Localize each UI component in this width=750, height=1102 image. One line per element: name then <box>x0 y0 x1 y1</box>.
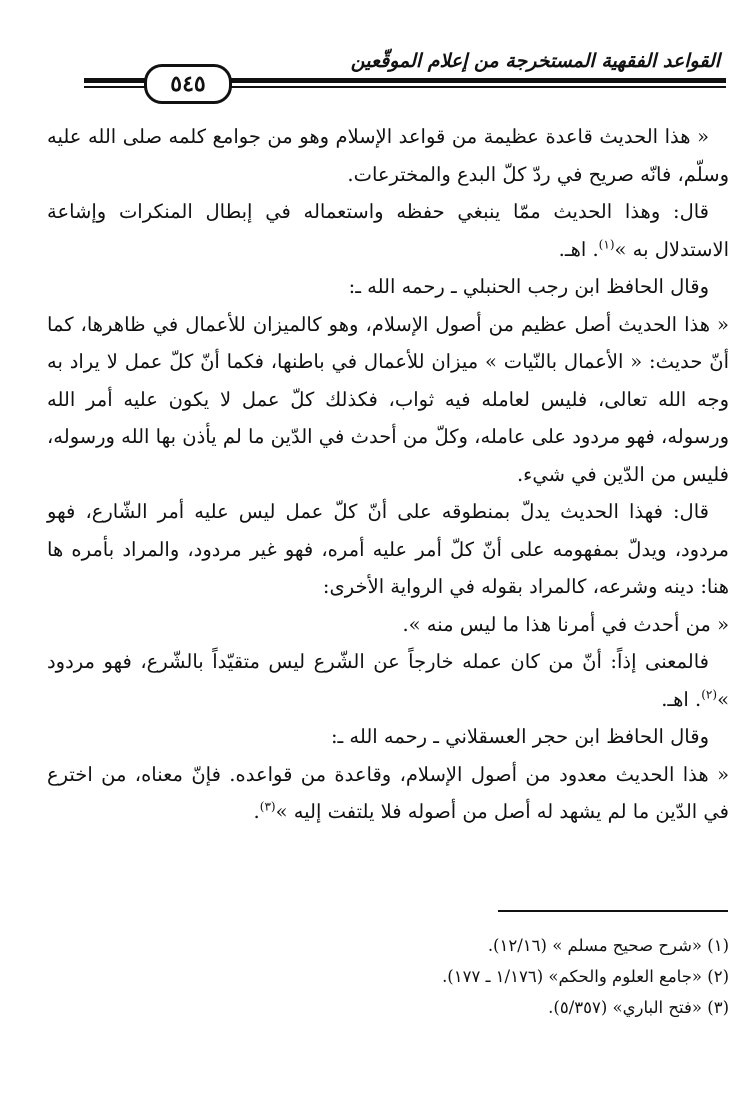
main-text <box>47 118 729 831</box>
footnote-ref-1: (١) <box>598 237 615 251</box>
paragraph-7-end: . اهـ. <box>661 687 702 711</box>
paragraph-4: « هذا الحديث أصل عظيم من أصول الإسلام، وهو كالميزان للأعمال في ظاهرها، كما أنّ حديث: « الأعمال بالنّيات » ميزان للأعمال في باطنها، فكما أنّ كلّ عمل لا يراد به وجه الله تعالى، فليس لعامله فيه ثواب، فكذلك كلّ عمل لا يكون عليه أمر الله ورسوله، فهو مردود على عامله، وكلّ من أحدث في الدّين ما لم يأذن بها الله ورسوله، فليس من الدّين في شيء. <box>47 312 729 486</box>
paragraph-7-text: فالمعنى إذاً: أنّ من كان عمله خارجاً عن الشّرع ليس متقيّداً بالشّرع، فهو مردود » <box>47 650 729 711</box>
footnote-ref-3: (٣) <box>259 799 276 814</box>
page-number: ٥٤٥ <box>144 64 232 104</box>
paragraph-3: وقال الحافظ ابن رجب الحنبلي ـ رحمه الله ـ: <box>348 275 709 298</box>
paragraph-2-text: قال: وهذا الحديث ممّا ينبغي حفظه واستعماله في إبطال المنكرات وإشاعة الاستدلال به » <box>47 200 729 261</box>
paragraph-2-end: . اهـ. <box>558 237 599 261</box>
paragraph-6: « من أحدث في أمرنا هذا ما ليس منه ». <box>402 612 729 636</box>
footnote-separator <box>498 910 728 912</box>
footnote-2: (٢) «جامع العلوم والحكم» (١/١٧٦ ـ ١٧٧). <box>442 967 729 986</box>
paragraph-9 <box>47 756 729 831</box>
paragraph-2 <box>47 193 729 268</box>
paragraph-5: قال: فهذا الحديث يدلّ بمنطوقه على أنّ كلّ عمل ليس عليه أمر الشّارع، فهو مردود، ويدلّ بمفهومه على أنّ كلّ أمر عليه أمره، فهو غير مردود، والمراد بأمره ها هنا: دينه وشرعه، كالمراد بقوله في الرواية الأخرى: <box>47 500 729 598</box>
paragraph-9-end: . <box>253 800 260 823</box>
footnotes <box>47 930 729 1023</box>
footnote-ref-2: (٢) <box>701 687 718 701</box>
paragraph-7 <box>47 643 729 718</box>
paragraph-8: وقال الحافظ ابن حجر العسقلاني ـ رحمه الله ـ: <box>330 725 709 748</box>
page-header <box>84 40 726 110</box>
running-title: القواعد الفقهية المستخرجة من إعلام الموقّعين <box>350 50 720 72</box>
footnote-1: (١) «شرح صحيح مسلم » (١٢/١٦). <box>487 936 729 955</box>
paragraph-1: « هذا الحديث قاعدة عظيمة من قواعد الإسلام وهو من جوامع كلمه صلى الله عليه وسلّم، فانّه صريح في ردّ كلّ البدع والمخترعات. <box>47 125 729 186</box>
footnote-3: (٣) «فتح الباري» (٥/٣٥٧). <box>548 998 729 1017</box>
paragraph-9-text: « هذا الحديث معدود من أصول الإسلام، وقاعدة من قواعده. فإنّ معناه، من اخترع في الدّين ما لم يشهد له أصل من أصوله فلا يلتفت إليه » <box>47 762 729 823</box>
